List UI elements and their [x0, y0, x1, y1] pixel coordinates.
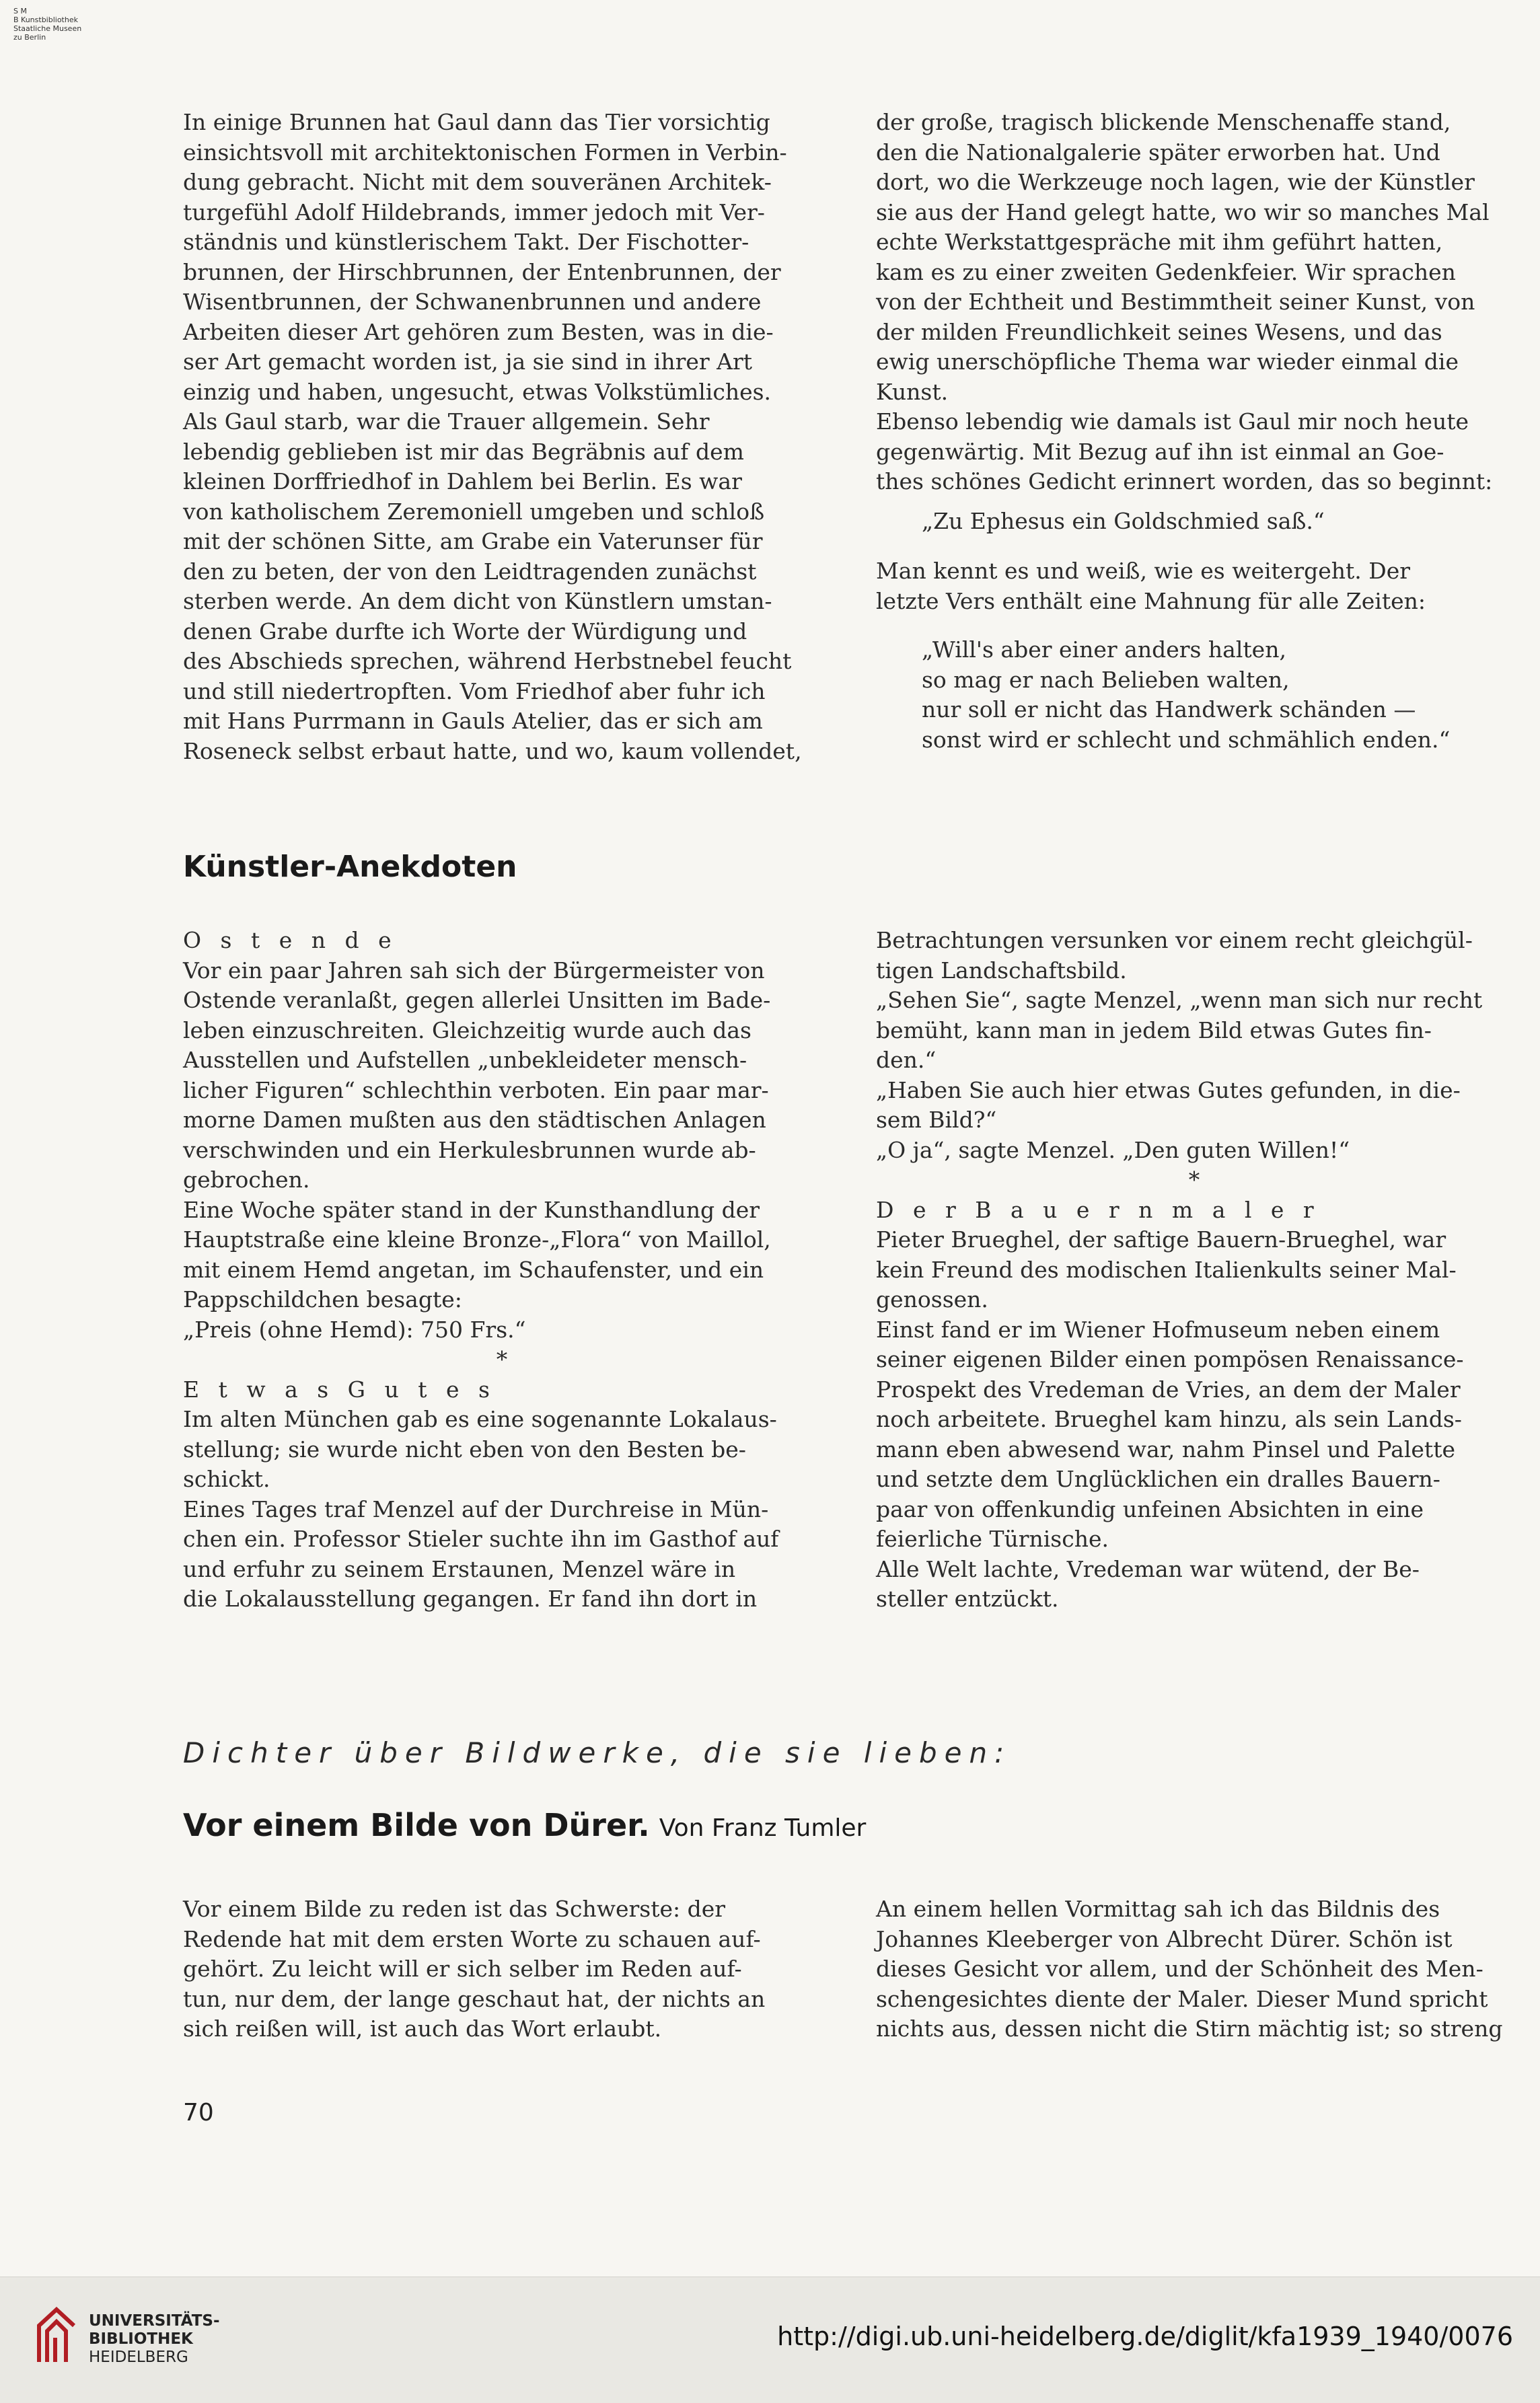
- anecdote-title-bauernmaler: D e r B a u e r n m a l e r: [876, 1196, 1320, 1223]
- text-line: Kunst.: [876, 378, 949, 405]
- text-line: An einem hellen Vormittag sah ich das Bildnis des: [876, 1896, 1440, 1922]
- text-line: gehört. Zu leicht will er sich selber im Reden auf-: [183, 1956, 742, 1982]
- text-line: bemüht, kann man in jedem Bild etwas Gutes fin-: [876, 1016, 1432, 1043]
- text-line: kein Freund des modischen Italienkults seiner Mal-: [876, 1256, 1457, 1283]
- text-line: genossen.: [876, 1286, 988, 1313]
- text-line: stellung; sie wurde nicht eben von den Besten be-: [183, 1436, 746, 1463]
- text-line: mit Hans Purrmann in Gauls Atelier, das er sich am: [183, 708, 763, 734]
- article-author: Von Franz Tumler: [659, 1814, 867, 1842]
- text-line: kleinen Dorffriedhof in Dahlem bei Berlin. Es war: [183, 468, 742, 494]
- text-line: dieses Gesicht vor allem, und der Schönheit des Men-: [876, 1956, 1483, 1982]
- text-line: Alle Welt lachte, Vredeman war wütend, der Be-: [876, 1555, 1420, 1582]
- verse-line: sonst wird er schlecht und schmählich enden.“: [922, 726, 1451, 753]
- text-line: feierliche Türnische.: [876, 1526, 1109, 1552]
- text-line: Vor ein paar Jahren sah sich der Bürgermeister von: [183, 957, 765, 984]
- anekdoten-left-column: [183, 926, 821, 1615]
- library-stamp: [9, 7, 81, 42]
- text-line: ser Art gemacht worden ist, ja sie sind in ihrer Art: [183, 348, 753, 375]
- stamp-line: S M: [13, 7, 27, 15]
- text-line: einsichtsvoll mit architektonischen Formen in Verbin-: [183, 139, 787, 165]
- text-line: Ausstellen und Aufstellen „unbekleideter mensch-: [183, 1047, 747, 1073]
- text-line: paar von offenkundig unfeinen Absichten in eine: [876, 1495, 1424, 1522]
- text-line: Wisentbrunnen, der Schwanenbrunnen und andere: [183, 289, 762, 315]
- text-line: die Lokalausstellung gegangen. Er fand ihn dort in: [183, 1586, 758, 1612]
- stamp-line: B Kunstbibliothek: [13, 15, 78, 24]
- text-line: schickt.: [183, 1466, 270, 1492]
- text-line: verschwinden und ein Herkulesbrunnen wurde ab-: [183, 1136, 756, 1163]
- text-line: sem Bild?“: [876, 1107, 997, 1133]
- verse-line: nur soll er nicht das Handwerk schänden —: [922, 696, 1416, 723]
- text-line: den zu beten, der von den Leidtragenden zunächst: [183, 558, 757, 585]
- text-line: leben einzuschreiten. Gleichzeitig wurde auch das: [183, 1016, 751, 1043]
- text-line: Pappschildchen besagte:: [183, 1286, 462, 1313]
- goethe-quote: „Zu Ephesus ein Goldschmied saß.“: [922, 507, 1325, 534]
- text-line: chen ein. Professor Stieler suchte ihn im Gasthof auf: [183, 1526, 779, 1552]
- text-line: denen Grabe durfte ich Worte der Würdigung und: [183, 618, 747, 644]
- text-line: Johannes Kleeberger von Albrecht Dürer. Schön ist: [876, 1925, 1453, 1952]
- page-number: 70: [183, 2099, 214, 2127]
- text-line: „Preis (ohne Hemd): 750 Frs.“: [183, 1316, 526, 1343]
- text-line: seiner eigenen Bilder einen pompösen Renaissance-: [876, 1346, 1464, 1372]
- text-line: Arbeiten dieser Art gehören zum Besten, was in die-: [183, 318, 774, 345]
- text-line: Einst fand er im Wiener Hofmuseum neben einem: [876, 1316, 1440, 1343]
- digitization-footer: [0, 2277, 1540, 2403]
- text-line: mit einem Hemd angetan, im Schaufenster, und ein: [183, 1256, 764, 1283]
- text-line: und setzte dem Unglücklichen ein dralles Bauern-: [876, 1466, 1440, 1492]
- section-heading-anekdoten: Künstler-Anekdoten: [183, 850, 517, 884]
- text-line: echte Werkstattgespräche mit ihm geführt hatten,: [876, 229, 1443, 255]
- text-line: steller entzückt.: [876, 1586, 1059, 1612]
- text-line: schengesichtes diente der Maler. Dieser Mund spricht: [876, 1985, 1488, 2012]
- text-line: nichts aus, dessen nicht die Stirn mächtig ist; so streng: [876, 2016, 1503, 2042]
- university-library-logo: [32, 2305, 79, 2363]
- text-line: sie aus der Hand gelegt hatte, wo wir so manches Mal: [876, 198, 1490, 225]
- text-line: tun, nur dem, der lange geschaut hat, der nichts an: [183, 1985, 766, 2012]
- article-heading-duerer: [183, 1807, 866, 1843]
- permalink-url[interactable]: http://digi.ub.uni-heidelberg.de/diglit/kfa1939_1940/0076: [777, 2322, 1513, 2351]
- stamp-line: zu Berlin: [13, 33, 46, 42]
- top-left-column: [183, 108, 821, 766]
- text-line: und still niedertropften. Vom Friedhof aber fuhr ich: [183, 677, 766, 704]
- text-line: Im alten München gab es eine sogenannte Lokalaus-: [183, 1406, 777, 1432]
- text-line: Man kennt es und weiß, wie es weitergeht. Der: [876, 558, 1410, 584]
- text-line: Ostende veranlaßt, gegen allerlei Unsitten im Bade-: [183, 987, 771, 1013]
- top-right-column: [876, 108, 1512, 755]
- anecdote-title-ostende: O s t e n d e: [183, 927, 398, 953]
- text-line: und erfuhr zu seinem Erstaunen, Menzel wäre in: [183, 1555, 736, 1582]
- separator-star: *: [1188, 1167, 1200, 1193]
- separator-star: *: [496, 1346, 508, 1372]
- text-line: morne Damen mußten aus den städtischen Anlagen: [183, 1107, 766, 1133]
- text-line: von katholischem Zeremoniell umgeben und schloß: [183, 498, 765, 525]
- library-name-line: HEIDELBERG: [89, 2349, 188, 2366]
- text-line: „Haben Sie auch hier etwas Gutes gefunden, in die-: [876, 1076, 1461, 1103]
- stamp-line: Staatliche Museen: [13, 24, 82, 33]
- text-line: sterben werde. An dem dicht von Künstlern umstan-: [183, 588, 772, 614]
- text-line: dort, wo die Werkzeuge noch lagen, wie der Künstler: [876, 169, 1475, 195]
- text-line: den.“: [876, 1047, 937, 1073]
- text-line: lebendig geblieben ist mir das Begräbnis auf dem: [183, 438, 744, 465]
- text-line: mit der schönen Sitte, am Grabe ein Vaterunser für: [183, 528, 763, 554]
- text-line: Eines Tages traf Menzel auf der Durchreise in Mün-: [183, 1495, 769, 1522]
- text-line: Vor einem Bilde zu reden ist das Schwerste: der: [183, 1896, 726, 1922]
- text-line: brunnen, der Hirschbrunnen, der Entenbrunnen, der: [183, 258, 781, 285]
- text-line: tigen Landschaftsbild.: [876, 957, 1127, 984]
- anecdote-title-etwas-gutes: E t w a s G u t e s: [183, 1376, 496, 1403]
- text-line: den die Nationalgalerie später erworben hat. Und: [876, 139, 1440, 165]
- text-line: mann eben abwesend war, nahm Pinsel und Palette: [876, 1436, 1455, 1463]
- duerer-left-column: [183, 1894, 821, 2044]
- text-line: dung gebracht. Nicht mit dem souveränen Architek-: [183, 169, 772, 195]
- text-line: kam es zu einer zweiten Gedenkfeier. Wir sprachen: [876, 258, 1456, 285]
- text-line: des Abschieds sprechen, während Herbstnebel feucht: [183, 648, 792, 674]
- text-line: der große, tragisch blickende Menschenaffe stand,: [876, 109, 1451, 135]
- verse-line: „Will's aber einer anders halten,: [922, 636, 1286, 663]
- text-line: In einige Brunnen hat Gaul dann das Tier vorsichtig: [183, 109, 770, 135]
- text-line: Betrachtungen versunken vor einem recht gleichgül-: [876, 927, 1473, 953]
- text-line: ständnis und künstlerischem Takt. Der Fischotter-: [183, 229, 749, 255]
- text-line: gebrochen.: [183, 1167, 310, 1193]
- text-line: Ebenso lebendig wie damals ist Gaul mir noch heute: [876, 408, 1469, 435]
- text-line: sich reißen will, ist auch das Wort erlaubt.: [183, 2016, 662, 2042]
- text-line: Als Gaul starb, war die Trauer allgemein. Sehr: [183, 408, 710, 435]
- text-line: Hauptstraße eine kleine Bronze-„Flora“ von Maillol,: [183, 1226, 771, 1253]
- text-line: Roseneck selbst erbaut hatte, und wo, kaum vollendet,: [183, 737, 802, 764]
- text-line: ewig unerschöpfliche Thema war wieder einmal die: [876, 348, 1459, 375]
- text-line: der milden Freundlichkeit seines Wesens, und das: [876, 318, 1442, 345]
- text-line: letzte Vers enthält eine Mahnung für alle Zeiten:: [876, 587, 1426, 614]
- text-line: thes schönes Gedicht erinnert worden, das so beginnt:: [876, 468, 1493, 494]
- verse-line: so mag er nach Belieben walten,: [922, 666, 1290, 693]
- duerer-right-column: [876, 1894, 1512, 2044]
- series-subtitle: Dichter über Bildwerke, die sie lieben:: [183, 1736, 1012, 1769]
- text-line: noch arbeitete. Brueghel kam hinzu, als sein Lands-: [876, 1406, 1462, 1432]
- text-line: von der Echtheit und Bestimmtheit seiner Kunst, von: [876, 289, 1475, 315]
- article-title: Vor einem Bilde von Dürer.: [183, 1807, 650, 1843]
- text-line: turgefühl Adolf Hildebrands, immer jedoch mit Ver-: [183, 198, 765, 225]
- text-line: „O ja“, sagte Menzel. „Den guten Willen!“: [876, 1136, 1350, 1163]
- text-line: Pieter Brueghel, der saftige Bauern-Brueghel, war: [876, 1226, 1446, 1253]
- library-name: [89, 2312, 220, 2367]
- text-line: gegenwärtig. Mit Bezug auf ihn ist einmal an Goe-: [876, 438, 1444, 465]
- verse-block: [876, 635, 1512, 755]
- text-line: Eine Woche später stand in der Kunsthandlung der: [183, 1196, 760, 1223]
- anekdoten-right-column: [876, 926, 1512, 1615]
- library-name-line: BIBLIOTHEK: [89, 2330, 193, 2348]
- text-line: „Sehen Sie“, sagte Menzel, „wenn man sich nur recht: [876, 987, 1483, 1013]
- text-line: einzig und haben, ungesucht, etwas Volkstümliches.: [183, 378, 772, 405]
- text-line: Redende hat mit dem ersten Worte zu schauen auf-: [183, 1925, 761, 1952]
- text-line: Prospekt des Vredeman de Vries, an dem der Maler: [876, 1376, 1461, 1403]
- library-name-line: UNIVERSITÄTS-: [89, 2312, 220, 2330]
- text-line: licher Figuren“ schlechthin verboten. Ein paar mar-: [183, 1076, 769, 1103]
